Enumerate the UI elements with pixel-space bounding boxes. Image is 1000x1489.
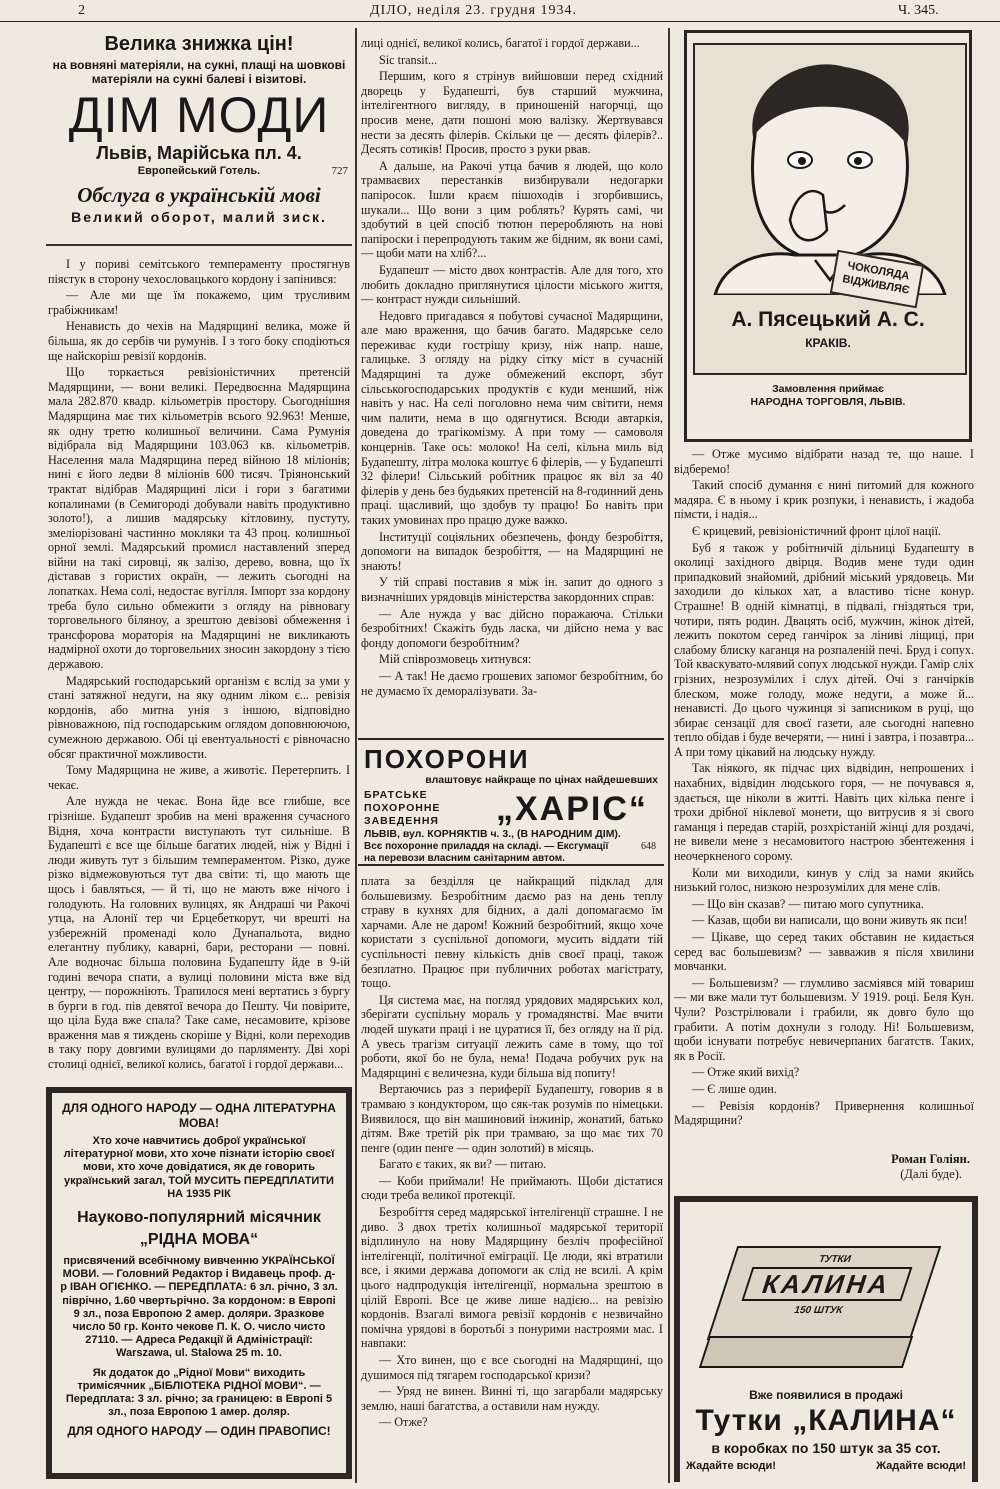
paragraph: — Казав, щоби ви написали, що вони живуть як пси!	[692, 913, 968, 928]
paragraph: — Що він сказав? — питаю мого супутника.	[692, 896, 924, 911]
paragraph: — Хто винен, що є все сьогодні на Мадярщині, що душимося під тягарем господарської кризи?	[361, 1353, 663, 1382]
chocolate-bar-label: ЧОКОЛЯДА ВІДЖИВЛЯЄ	[830, 250, 924, 309]
ad-kalyna	[674, 1196, 978, 1482]
ad-address: Львів, Марійська пл. 4.	[96, 143, 302, 163]
paragraph: — Большевизм? — глумливо засміявся мій товариш — ми вже мали тут большевизм. У 1919. році. Беля Кун. Чули? Розстрілювали і грабили, як довго було що грабити. А потім дохнули з голоду. Ні! Большевизм, щоби існувати потребує невичерпаних багатств. Таких, як в Росії.	[674, 975, 974, 1063]
paragraph: — Уряд не винен. Винні ті, що загарбали мадярську землю, наші багатства, а оставили нам нужду.	[361, 1384, 663, 1413]
divider	[46, 244, 352, 246]
ad-brand-name: „ХАРІС“	[496, 789, 648, 828]
byline	[674, 1152, 970, 1182]
ad-title: Науково-популярний місячник „РІДНА МОВА“	[77, 1209, 321, 1249]
child-illustration	[695, 45, 961, 295]
paragraph: Мадярський господарський організм є вслід за уми у стані затяжної недуги, на яку одним ліком є... ревізія кордонів, або митна унія з іншою, відповідно рівноважною, під господарським оглядом доповнюючою, сумежною державою. Обі ці евентуальності є рівночасно обсяг практичної можливости.	[48, 673, 350, 761]
ad-line: в коробках по 150 штук за 35 сот.	[711, 1440, 941, 1456]
ad-body: Хто хоче навчитись доброї української літературної мови, хто хоче пізнати історію своєї мови, хто хоче довідатися, як де говорить український загал, ТОЙ МУСИТЬ ПЕРЕДПЛАТИТИ НА 1935 РІК	[63, 1135, 335, 1200]
ad-code: 727	[331, 165, 348, 177]
column-rule	[668, 28, 670, 1483]
page-number: 2	[78, 3, 85, 18]
cigarette-box-side	[699, 1336, 913, 1368]
box-label: ТУТКИ	[817, 1254, 853, 1265]
ad-body: Як додаток до „Рідної Мови“ виходить тримісячник „БІБЛІОТЕКА РІДНОЇ МОВИ“. — Передплата: 3 зл. річно; за границею: в Европі 5 зл., поза Европою 1 амер. доляр.	[65, 1366, 333, 1419]
ad-title: ПОХОРОНИ	[364, 744, 530, 774]
paragraph: І у пориві семітського темпераменту простягнув піястук в сторону чехословацького кордону і запінився:	[48, 257, 350, 286]
column-rule	[355, 28, 357, 1483]
ad-bottom-line: ДЛЯ ОДНОГО НАРОДУ — ОДИН ПРАВОПИС!	[67, 1424, 331, 1439]
ad-line: влаштовує найкраще по цінах найдешевших	[425, 774, 658, 786]
paragraph: Ця система має, на погляд урядових мадярських кол, зберігати суспільну мораль у громадянстві. Має вчити людей шукати праці і не цуратися її, без огляду на її рід. А увесь трагізм ситуації лежить саме в тому, що тої роботи, якої бо не була, нема! Подача робучих рук на Мадярщині є величезна, куди більша від попиту!	[361, 992, 663, 1080]
page-header	[0, 0, 1000, 22]
paragraph: — Але ми ще їм покажемо, цим трусливим грабіжникам!	[48, 288, 350, 317]
paragraph: — Отже мусимо відібрати назад те, що наше. І відберемо!	[674, 447, 974, 476]
ad-call-to-action: Жадайте всюди!	[686, 1460, 776, 1472]
ad-illustration-frame	[693, 43, 967, 375]
box-count: 150 ШТУК	[792, 1305, 845, 1316]
ad-chocolate	[684, 30, 972, 442]
paragraph: Багато є таких, як ви? — питаю.	[379, 1157, 547, 1172]
paragraph: — Але нужда у вас дійсно поражаюча. Стільки безробітних! Скажіть будь ласка, чи дійсно нема у вас фонду допомоги безробітним?	[361, 606, 663, 650]
ad-slogan: Великий оборот, малий зиск.	[71, 209, 327, 225]
ad-body: присвячений всебічному вивченню УКРАЇНСЬКОЇ МОВИ. — Головний Редактор і Видавець проф. д-р ІВАН ОГІЄНКО. — ПЕРЕДПЛАТА: 6 зл. річно, 3 зл. піврічно, 1.60 чвертьрічно. За кордоном: в Европі 9 зл., поза Европою 2 амер. доляри. Зразкове число 50 гр. Конто чекове П. К. О. число чисто 27110. — Адреса Редакції й Адміністрації: Warszawa, ul. Stalowa 25 m. 10.	[60, 1255, 338, 1360]
paragraph: А дальше, на Ракочі утца бачив я людей, що коло трамваєвих перестанків визбирували недогарки папіросок. Ішли краєм пішоходів і згорбившись, шукали... Що вони з цим роблять? Курять самі, чи здобутий в цей спосіб тютюн переробляють на нові папіроски і перепродують таким же бідним, як вони самі, — щоби мати на хліб?...	[361, 158, 663, 261]
paragraph: — Є лише один.	[692, 1081, 777, 1096]
ad-line: Вже появилися в продажі	[749, 1388, 903, 1402]
ad-address: ЛЬВІВ, вул. КОРНЯКТІВ ч. 3., (В НАРОДНИМ ДІМ).	[364, 828, 621, 840]
paragraph: плата за безділля це найкращий підклад для большевизму. Безробітним даємо раз на день теплу страву в кухнях для бідних, а далі допомагаємо їм харчами. Але не даром! Кожний безробітний, якщо хоче користати з суспільної допомоги, мусить віддати тій суспільності певну кількість днів своєї праці, також безплатно. Працює при публичних роботах магістрату, тощо.	[361, 874, 663, 991]
ad-headline: Велика знижка цін!	[104, 33, 294, 55]
paragraph: Інституції соціяльних обезпечень, фонду безробіття, допомоги на випадок безробіття, — на Мадярщині не знають!	[361, 529, 663, 573]
article-column-1	[48, 257, 350, 1079]
ad-line: Всє похоронне приладдя на складі. — Ексгумації на перевози власним санітарним автом.	[364, 841, 609, 864]
paragraph: Першим, кого я стрінув вийшовши перед східний дворець у Будапешті, був старший мужчина, інтелігентного вигляду, в приношеній нагорчці, що просив мене, дати пошоні мою валізку. Жертвувався нести за десять філерів. Скільки це — десять філерів?.. Десять сотиків! Просив, просто з руки рвав.	[361, 69, 663, 157]
ad-order-line: Замовлення приймає	[772, 383, 884, 395]
paragraph: — Ревізія кордонів? Привернення колишньої Мадярщини?	[674, 1098, 974, 1128]
paragraph: — Коби приймали! Не приймають. Щоби дістатися сюди треба великої протекції.	[361, 1173, 663, 1203]
paragraph: У тій справі поставив я між ін. запит до одного з визначніших урядовців міністерства закордонних справ:	[361, 575, 663, 604]
ad-slogan: Обслуга в українській мові	[77, 183, 321, 207]
paragraph: Sic transit...	[379, 52, 438, 67]
ad-city: КРАКІВ.	[805, 336, 851, 350]
paragraph: Буб я також у робітничій дільниці Будапешту в околиці західного двірця. Водив мене туди один припадковий знайомий, дрібний міський урядовець. Ми заходили до кількох хат, а властиво тісне конур. Страшне! В одній кімнатці, в підвалі, гніздяться три, чотири, пять родин. Двацять осіб, мужчин, жінок дітей, лежить покотом серед ганчірок за ліниві ліщиці, при слабому блиску каганця на розпаленій печі. Бруд і сопух. Той кваскувато-млявий сопух людської нужди. Гамір сліх грізних, незрозумілих і слух дітей. Очі з ганчірків блеском, може голоду, може недуги, а може й... ненависті. До цього чужинця зі записником в руці, що збирає сензації для своєї газети, але сьогодні напевно тепло обідав і буде вечеряти, — нині і завтра, і позавтра... А при тому цікавий на людську нужду.	[674, 540, 974, 759]
paragraph: Вертаючись раз з периферії Будапешту, говорив я в трамваю з кондуктором, що сяк-так розумів по німецьки. Виявилося, що він машиновий інжинір, жонатий, батько дітям. Вже третій рік при трамваю, за що має тих 70 пенге (один пенге — один золотий) в місяць.	[361, 1082, 663, 1155]
article-column-2-continued	[361, 874, 663, 1482]
paragraph: Є крицевий, ревізіоністичний фронт цілої нації.	[692, 523, 942, 538]
paragraph: Будапешт — місто двох контрастів. Але для того, хто любить докладно приглянутися цілости міського життя, — контраст нужди сильніший.	[361, 262, 663, 307]
article-column-2	[361, 36, 663, 736]
continued-note: (Далі буде).	[900, 1167, 962, 1181]
ad-code: 648	[641, 841, 656, 852]
ad-title: Тутки „КАЛИНА“	[695, 1404, 957, 1437]
paragraph: Що торкається ревізіоністичних претенсій Мадярщини, — вони великі. Передвоєнна Мадярщина мала 282.870 квадр. кільометрів простору. Сьогоднішня Мадярщина має тих кільометрів всього 92.963! Менше, як одну третю колишньої величини. Сама Румунія відібрала від Мадярщини 103.063 кв. кільометрів. Населення мала Мадярщина перед війною 18 міліонів; нині є його ледви 8 міліонів 600 тисяч. Тріянонський трактат відібрав Мадярщині ліси і гори з багатими копалинами (в Семигороді добували навіть продуктивно золото!), а лишив мадярську кітловину, пустуту, змеліорізовані частинно мокляки та 43 проц. колишньої орної землі. Мадярський промисл наставлений зперед війни на такі сировці, як залізо, дерево, вовна, що їх діставав з гористих окраїн, — лежить сьогодні на лопатках. Нема солі, недостає вугілля. Імпорт зза кордону треба було сильно обмежити з огляду на рівновагу торговельного біляноу, а зрештою девізові обмеження і трансфорова мораторія на Мадярщині не викликають надмірної охоти до торговельних зносин закордону з тією державою.	[48, 365, 350, 672]
paragraph: — Отже?	[379, 1415, 428, 1430]
ad-call-to-action: Жадайте всюди!	[876, 1460, 966, 1472]
paragraph: — Отже який вихід?	[692, 1065, 800, 1080]
paragraph: Так ніякого, як підчас цих відвідин, непрошених і нахабних, відвідин людського горя, — не почувався я, здається, ще ніколи в житті. Навіть цих кілька пенге і трохи дрібної ніклевої монети, що витрусив я зі свого гаманця і передав старій, розхрістаній жінці для роздачі, не вивели мене з несамовитого настрою збентеження і неочеркненого сорому.	[674, 761, 974, 864]
paragraph: Безробіття серед мадярської інтелігенції страшне. І не диво. З двох третіх колишньої мадярської території відплинуло на нову Мадярщину безліч професійної інтелігенції, політичної еміграції. Це люди, які втратили все, і якими держава допомоги ак слід не всилі. А крім цього надпродукція інтелігенції, нормальна зрештою в цілій Европі. Все це живе лише надією... на ревізію кордонів. Взагалі вимога ревізії кордонів є незвичайно помічна урядові в боротьбі з понурими настроями мас. І навпаки:	[361, 1205, 663, 1351]
paragraph: Недовго пригадався я побутові сучасної Мадярщини, але маю враження, що бачив багато. Мадярське село переживає куди гострішу кризу, ніж напр. наше, галицьке. З огляду на рідку сітку міст в сучасній Мадярщині та дуже обмежений експорт, збут сільськогосподарських продуктів є куди менший, ніж навіть у нас. На селі поголовно нема чим світити, немя чим палити, нема в що одягнутися. Всюди автаркія, доведена до трагікомізму. А при тому — самоволя концернів. Таке ось: молоко! На селі, кільна миль від Будапешту, літра молока коштує 6 філерів, — у Будапешті 32 філери! Сільський робітник працює як віл за 40 філерів у день без будьяких претенсій на 8-годинний день праці. щасливий, що здобув ту працю! Бо навіть при таких умовинах про працю дуже важко.	[361, 308, 663, 527]
paragraph: Такий спосіб думання є нині питомий для кожного мадяра. Є в ньому і крик розпуки, і ненависть, і жадоба пімсти, і надія...	[674, 478, 974, 522]
ad-dim-mody	[48, 32, 350, 242]
paragraph: Ненависть до чехів на Мадярщині велика, може й більша, як до сербів чи румунів. І з того боку сподіються ще найскоріш ревізії кордонів.	[48, 319, 350, 363]
ad-top-line: ДЛЯ ОДНОГО НАРОДУ — ОДНА ЛІТЕРАТУРНА МОВА!	[62, 1101, 336, 1130]
ad-brand-name: ДІМ МОДИ	[68, 87, 330, 143]
ad-order-line: НАРОДНА ТОРГОВЛЯ, ЛЬВІВ.	[750, 396, 906, 408]
paragraph: — А так! Не даємо грошевих запомог безробітним, бо не думаємо їх деморалізувати. За-	[361, 668, 663, 698]
paragraph: Тому Мадярщина не живе, а животіє. Перетерпить. І чекає.	[48, 763, 350, 792]
paragraph: Коли ми виходили, кинув у слід за нами якийсь низький голос, низкою незрозумілих для мене слів.	[674, 865, 974, 895]
box-brand: КАЛИНА	[741, 1267, 912, 1301]
ad-line: БРАТСЬКЕ ПОХОРОННЕ ЗАВЕДЕННЯ	[364, 789, 441, 827]
cigarette-box	[707, 1246, 942, 1340]
ad-haris	[358, 738, 664, 866]
author-name: Роман Голіян.	[891, 1152, 970, 1166]
paragraph: лиці однієї, великої колись, багатої і гордої держави...	[361, 36, 640, 50]
paragraph: — Цікаве, що серед таких обставин не кидається серед вас большевизм? — завважив я після хвилини мовчанки.	[674, 930, 974, 974]
article-column-3	[674, 447, 974, 1159]
ad-ridna-mova	[46, 1087, 352, 1479]
ad-company: А. Пясецький А. С.	[731, 308, 925, 331]
paragraph: Мій співрозмовець хитнувся:	[379, 652, 532, 667]
masthead: ДІЛО, неділя 23. грудня 1934.	[370, 3, 578, 18]
ad-hotel: Европейський Готель.	[137, 165, 261, 177]
ad-subline: на вовняні матеріяли, на сукні, плащі на шовкові матеріяли на сукні балеві і візитові.	[52, 58, 346, 86]
issue-number: Ч. 345.	[898, 3, 939, 18]
paragraph: Але нужда не чекає. Вона йде все глибше, все грізніше. Будапешт зробив на мені враження сучасного Відня, хоча контрасти виступають тут сильніше. В Будапешті є все ще більше багатих людей, ніж у Відні і люди живуть тут з більшим темпераментом. Різко, дуже різко відмежовуються тут два світи: ті, що мають ще щось і бавляться, — й ті, що не мають вже нічого і голодують. На головних вулицях, як Андраші чи Ракочі утца, на Алонії тер чи Ерцебеткорут, чи врешті на узбережній променаді коло Дунапальота, видно елегантну публику, каварні, бари, ресторани — повні. Але водночас більша половина Будапешту йде в 9-ій годині вечора спати, а вулиці половини міста вже від центру, — порожніють. Трапилося мені вертатись з бургу в бурги в год. пів девятої вечора до Пешту. Чи повірите, що ціла Буда вже спала? Таке саме, несамовите, крізове враження мав я тиждень скоріше у Відні, коли переходив в таку пору довгими вулицями до парляменту. Дві хорі столиці однієї, великої колись, багатої і гордої держави...	[48, 794, 350, 1072]
